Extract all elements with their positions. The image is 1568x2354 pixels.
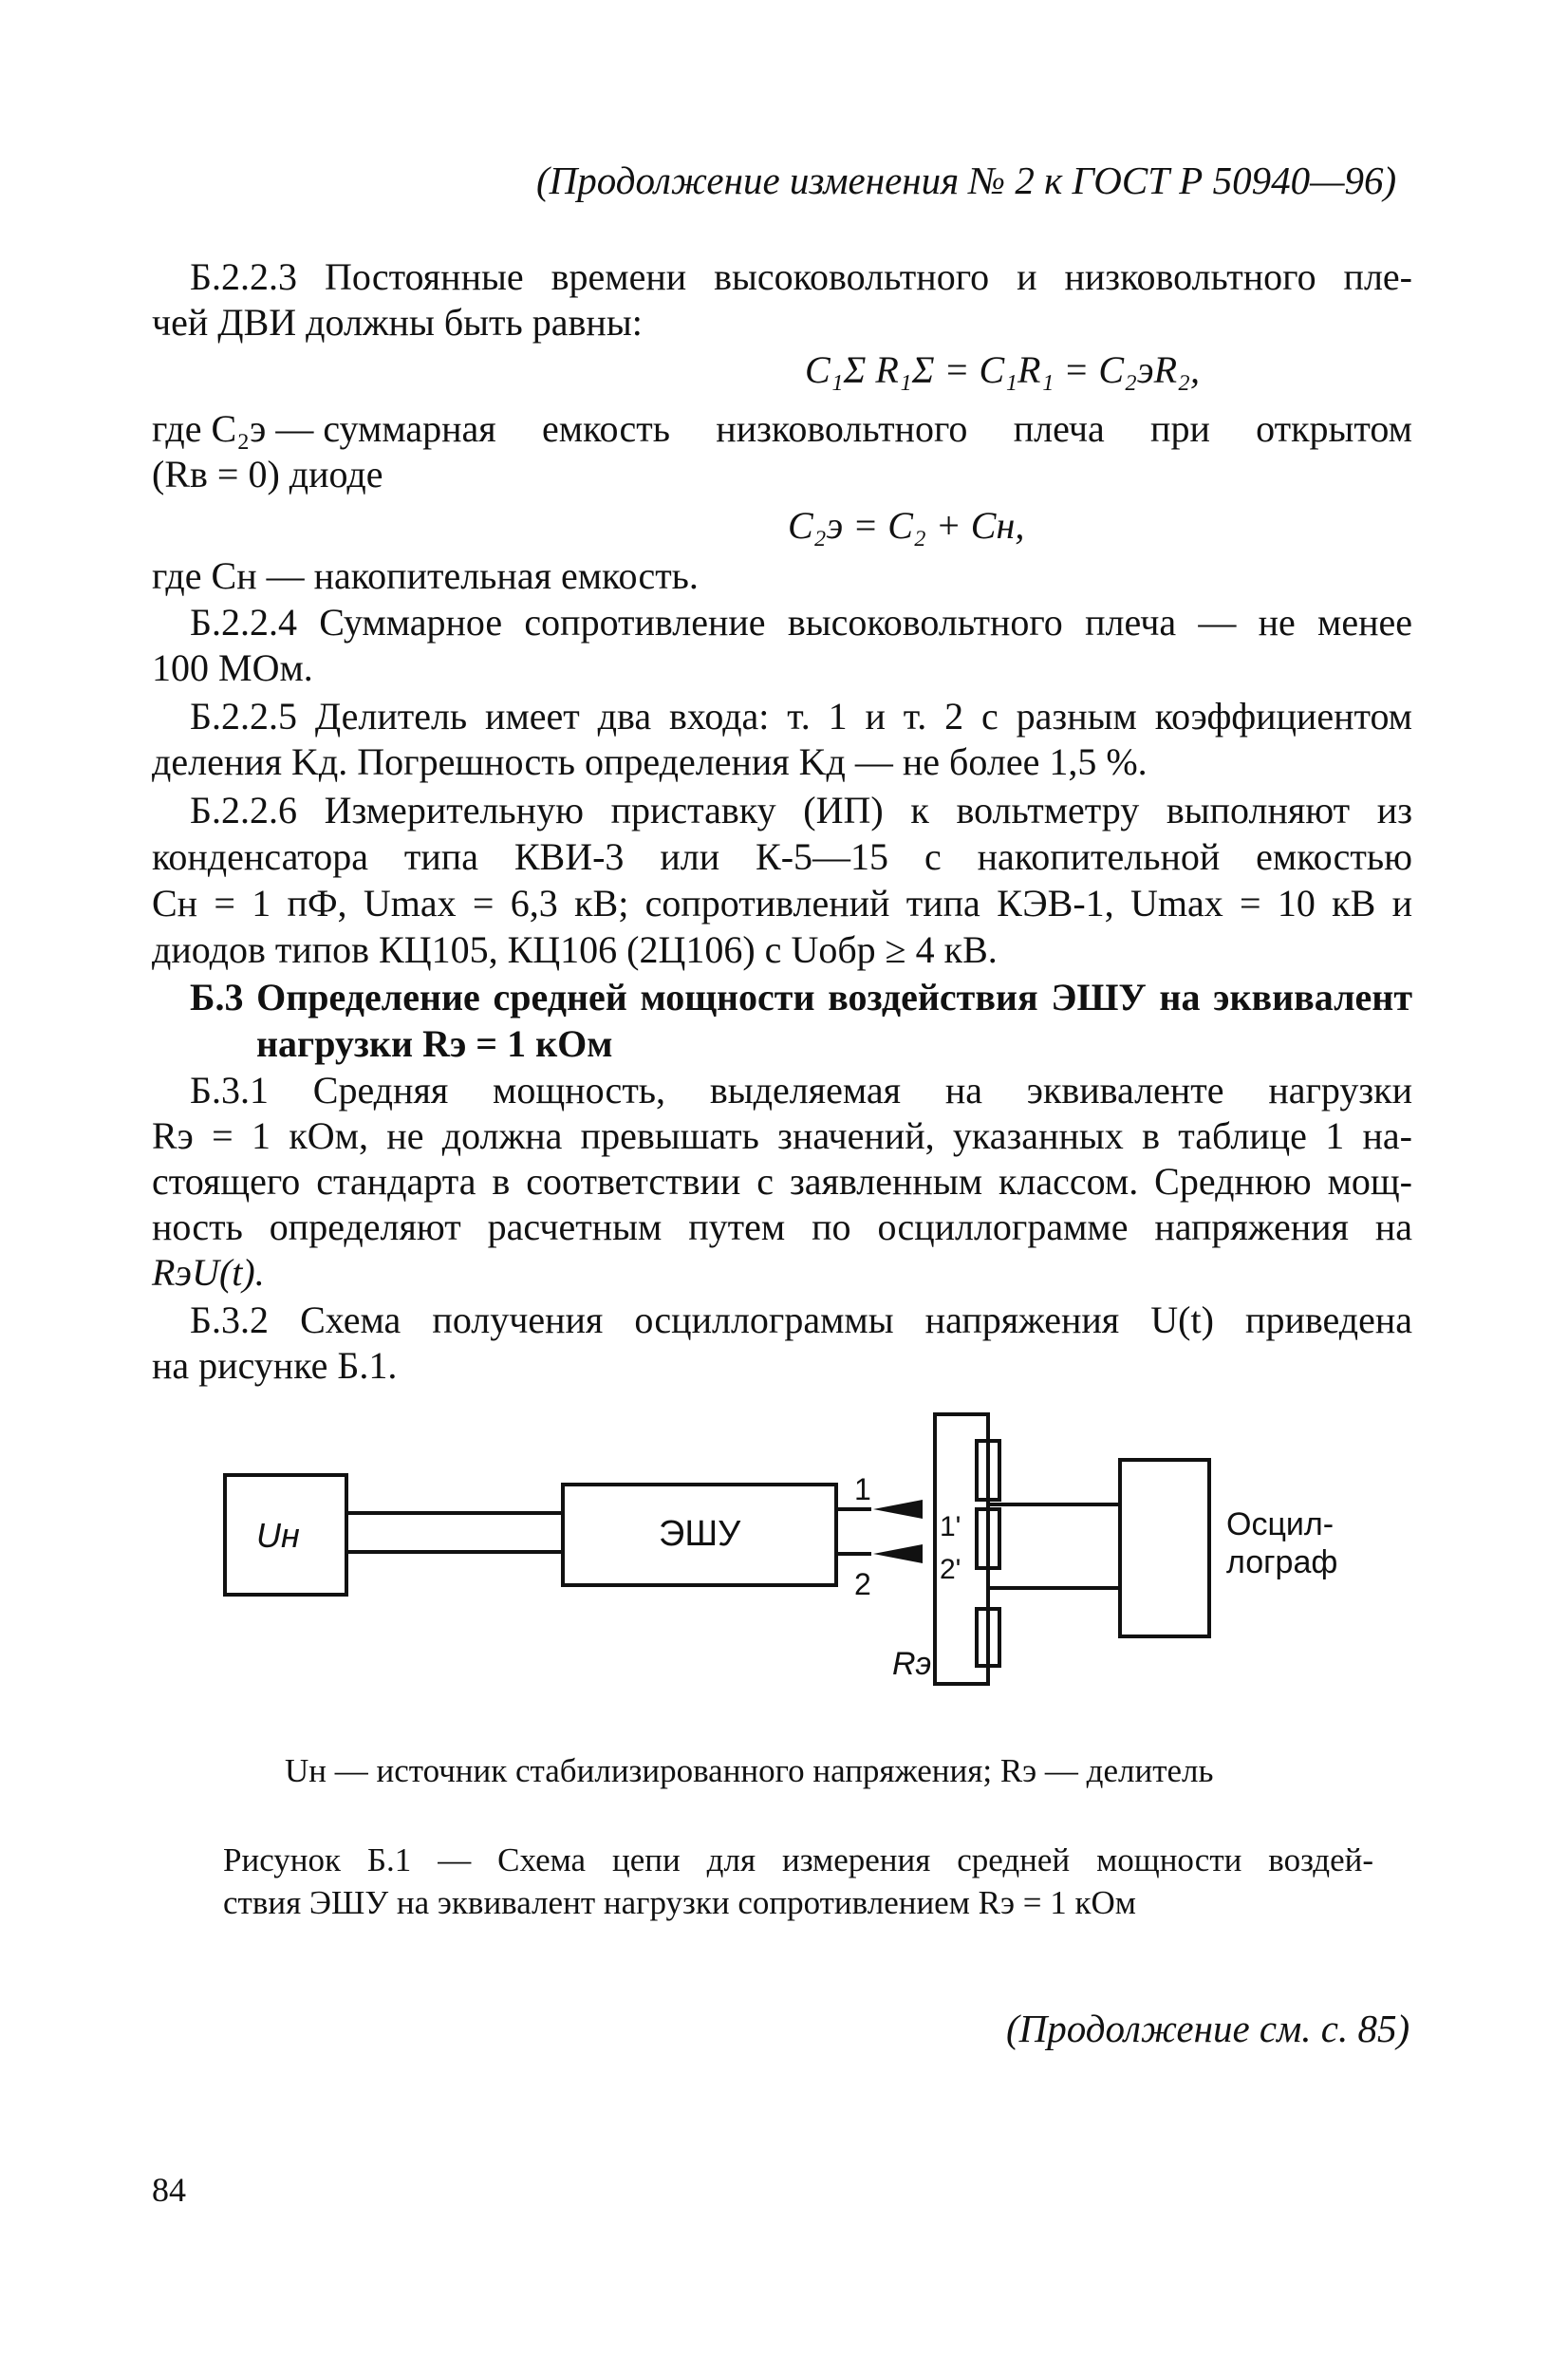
p223-where1-line2: (Rв = 0) диоде bbox=[152, 453, 383, 495]
pin-1p-label: 1' bbox=[940, 1511, 961, 1542]
p31-line2: Rэ = 1 кОм, не должна превышать значений, указанных в таблице 1 на- bbox=[152, 1114, 1412, 1157]
p226-line2: конденсатора типа КВИ-3 или К-5—15 с накопительной емкостью bbox=[152, 835, 1412, 878]
pin-1-label: 1 bbox=[854, 1472, 871, 1506]
p223-where1-line bbox=[152, 406, 1412, 452]
connector-2-arrow bbox=[873, 1544, 923, 1563]
p225-line1: Б.2.2.5 Делитель имеет два входа: т. 1 и т. 2 с разным коэффициентом bbox=[190, 695, 1412, 738]
p226-line4: диодов типов КЦ105, КЦ106 (2Ц106) с Uобр ≥ 4 кВ. bbox=[152, 928, 998, 971]
section-b3-line1: Б.3 Определение средней мощности воздействия ЭШУ на эквивалент bbox=[190, 976, 1412, 1018]
p226-line3: Cн = 1 пФ, Umax = 6,3 кВ; сопротивлений типа КЭВ-1, Umax = 10 кВ и bbox=[152, 882, 1412, 925]
where1-d: плеча bbox=[1013, 407, 1105, 450]
p225-line2: деления Kд. Погрешность определения Kд — не более 1,5 %. bbox=[152, 740, 1148, 783]
where1-e: при bbox=[1150, 407, 1210, 450]
p31-line1: Б.3.1 Средняя мощность, выделяемая на эквиваленте нагрузки bbox=[190, 1069, 1412, 1112]
divider-frame bbox=[935, 1414, 988, 1684]
section-b3-line2: нагрузки Rэ = 1 кОм bbox=[256, 1022, 613, 1065]
p31-line5: RэU(t). bbox=[152, 1251, 265, 1294]
p224-line1: Б.2.2.4 Суммарное сопротивление высоковольтного плеча — не менее bbox=[190, 601, 1412, 644]
oscillograph-label-line1: Осцил- bbox=[1226, 1506, 1335, 1542]
connector-1-arrow bbox=[873, 1500, 923, 1519]
p31-line3: стоящего стандарта в соответствии с заявленным классом. Среднюю мощ- bbox=[152, 1160, 1412, 1203]
circuit-diagram bbox=[0, 1405, 1568, 1718]
figure-caption-line1: Рисунок Б.1 — Схема цепи для измерения средней мощности воздей- bbox=[223, 1841, 1373, 1878]
eshu-label: ЭШУ bbox=[659, 1514, 741, 1554]
p224-line2: 100 МОм. bbox=[152, 646, 313, 689]
p31-line4: ность определяют расчетным путем по осциллограмме напряжения на bbox=[152, 1205, 1412, 1248]
where1-c: низковольтного bbox=[716, 407, 968, 450]
re-label: Rэ bbox=[892, 1646, 932, 1682]
p223-line1: Б.2.2.3 Постоянные времени высоковольтного и низковольтного пле- bbox=[190, 255, 1412, 298]
pin-2p-label: 2' bbox=[940, 1554, 961, 1585]
p223-line2: чей ДВИ должны быть равны: bbox=[152, 301, 643, 344]
p226-line1: Б.2.2.6 Измерительную приставку (ИП) к вольтметру выполняют из bbox=[190, 789, 1412, 831]
running-header: (Продолжение изменения № 2 к ГОСТ Р 50940—96) bbox=[536, 159, 1397, 202]
continuation-note: (Продолжение см. с. 85) bbox=[1006, 2007, 1410, 2050]
where1-a: где C₂э — суммарная bbox=[152, 407, 496, 450]
figure-caption-line2: ствия ЭШУ на эквивалент нагрузки сопротивлением Rэ = 1 кОм bbox=[223, 1884, 1136, 1921]
where1-b: емкость bbox=[542, 407, 670, 450]
p223-formula: C₁Σ R₁Σ = C₁R₁ = C₂эR₂, bbox=[805, 348, 1200, 391]
p223-formula2: C₂э = C₂ + Cн, bbox=[788, 504, 1025, 547]
p32-line1: Б.3.2 Схема получения осциллограммы напряжения U(t) приведена bbox=[190, 1298, 1412, 1341]
where1-f: открытом bbox=[1256, 407, 1412, 450]
pin-2-label: 2 bbox=[854, 1567, 871, 1601]
p223-where2: где Cн — накопительная емкость. bbox=[152, 554, 699, 597]
figure-legend: Uн — источник стабилизированного напряжения; Rэ — делитель bbox=[285, 1752, 1214, 1789]
oscillograph-box bbox=[1120, 1460, 1209, 1636]
oscillograph-label-line2: лограф bbox=[1226, 1544, 1338, 1580]
p32-line2: на рисунке Б.1. bbox=[152, 1344, 398, 1387]
page-number: 84 bbox=[152, 2171, 186, 2209]
un-label: Uн bbox=[256, 1516, 300, 1555]
